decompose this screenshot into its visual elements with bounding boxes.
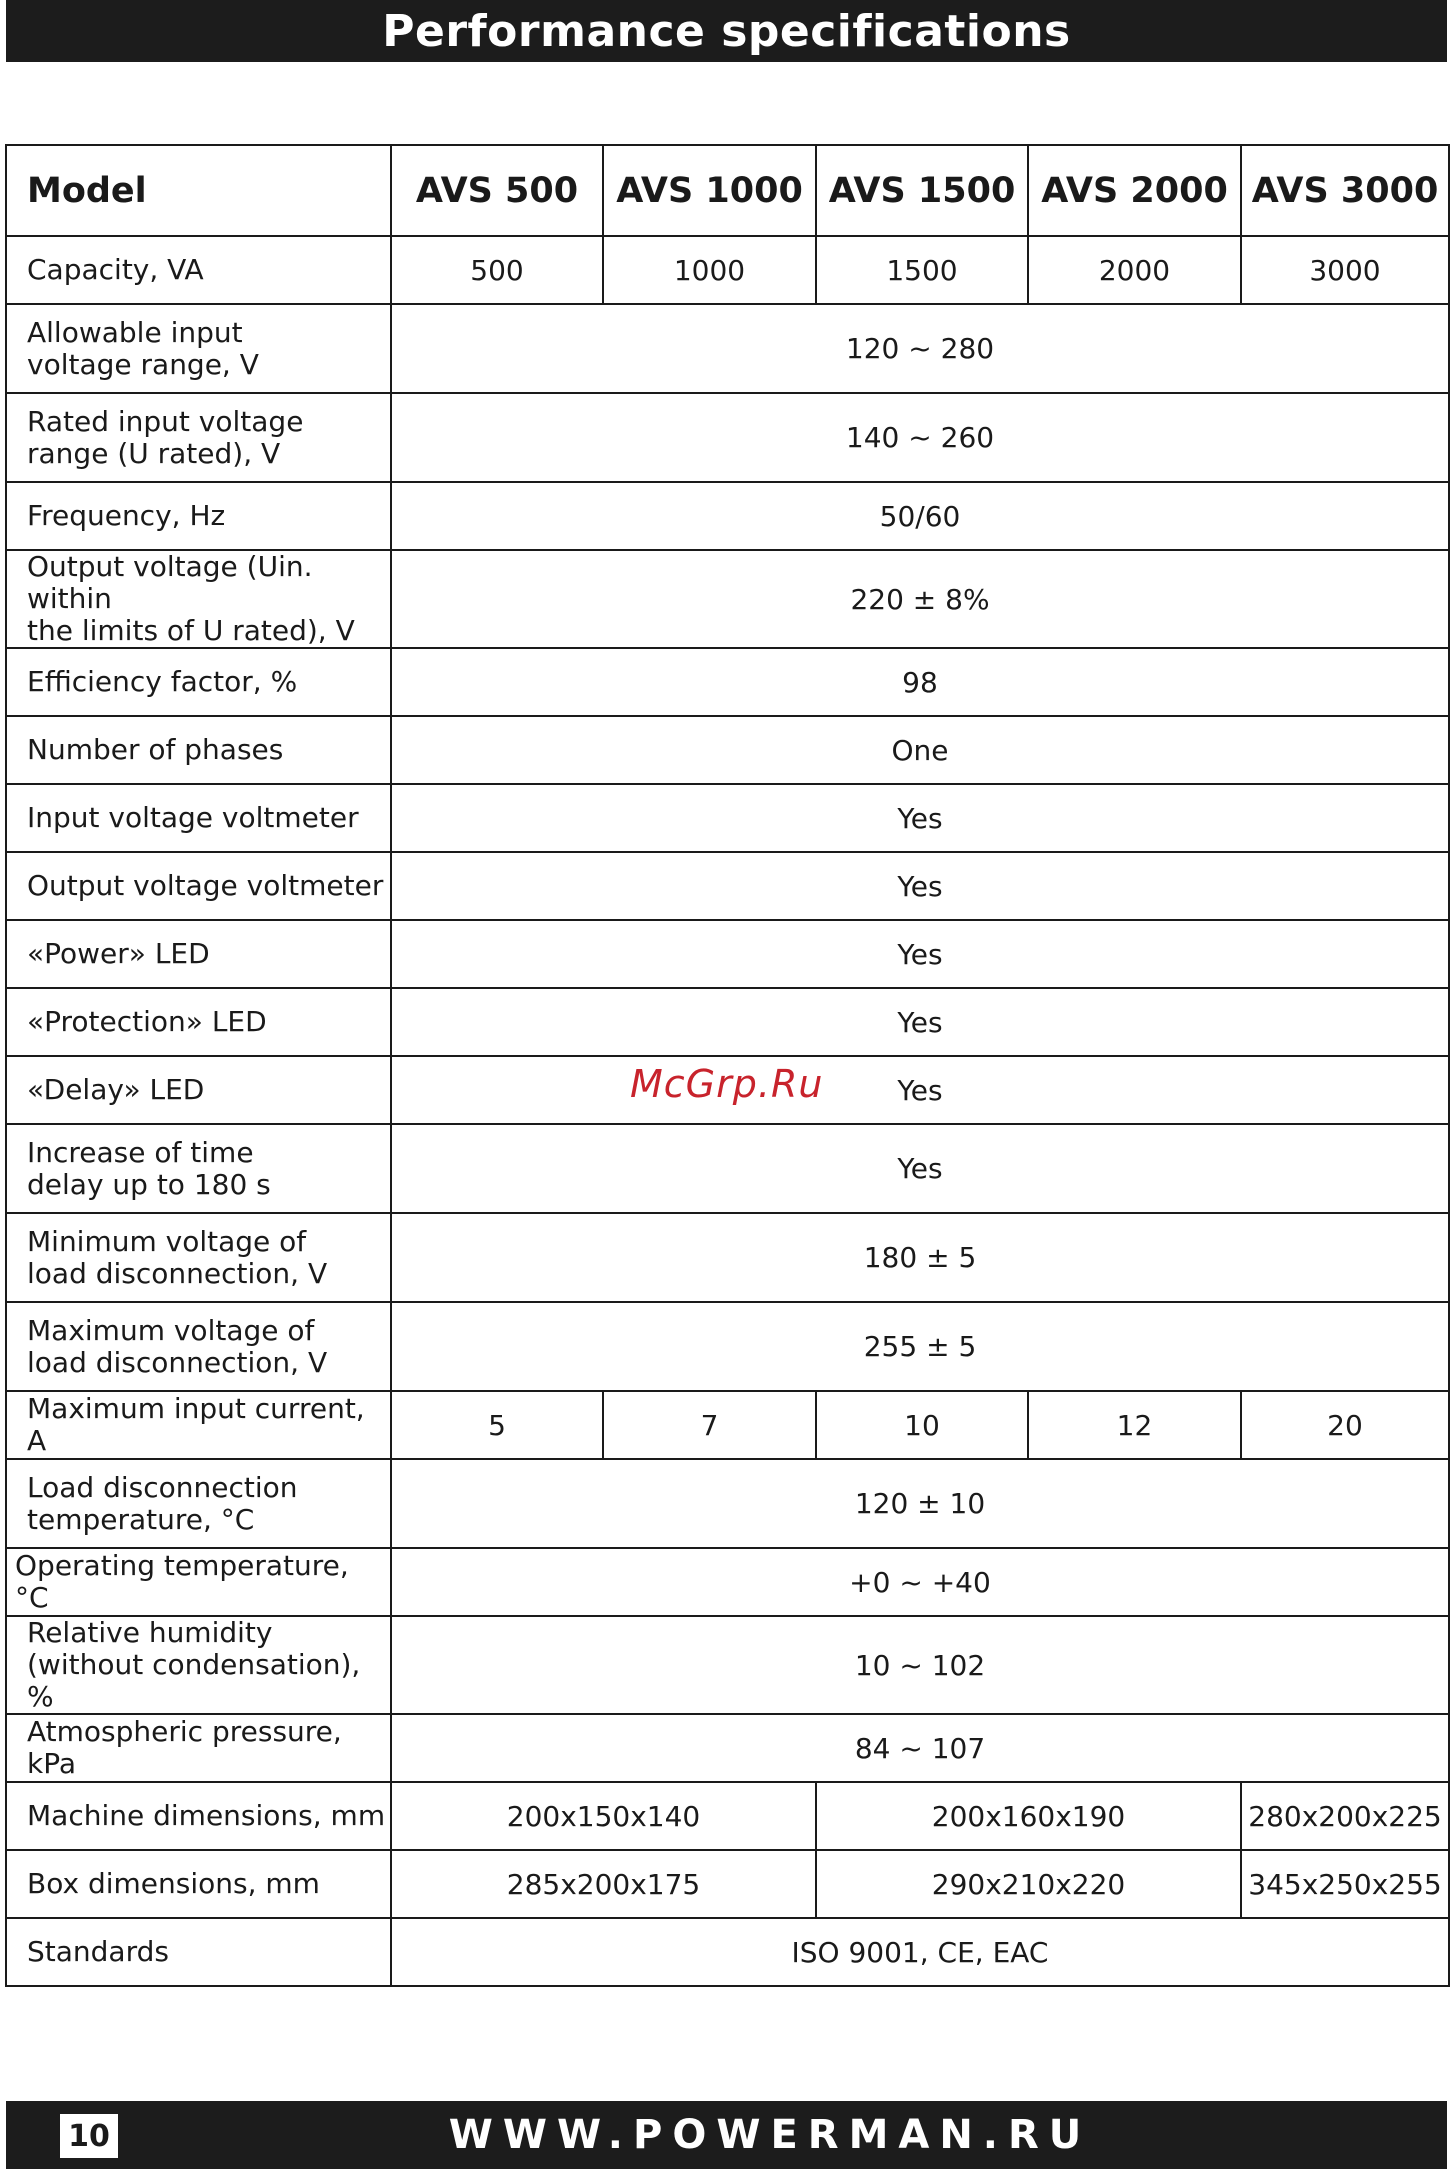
column-header-avs1500: AVS 1500 <box>816 145 1028 236</box>
row-label: Box dimensions, mm <box>6 1850 391 1918</box>
column-header-avs2000: AVS 2000 <box>1028 145 1241 236</box>
table-row <box>6 550 1449 648</box>
table-row <box>6 393 1449 482</box>
cell-value: 255 ± 5 <box>391 1302 1449 1391</box>
column-header-avs500: AVS 500 <box>391 145 603 236</box>
row-label: Operating temperature, °C <box>6 1548 391 1616</box>
cell-value: 290x210x220 <box>816 1850 1241 1918</box>
row-label: «Delay» LED <box>6 1056 391 1124</box>
cell-value: 120 ~ 280 <box>391 304 1449 393</box>
table-row <box>6 1124 1449 1213</box>
row-label: Atmospheric pressure, kPa <box>6 1714 391 1782</box>
cell-value: 20 <box>1241 1391 1449 1459</box>
row-label-line: Rated input voltage <box>27 404 304 438</box>
cell-value: 1000 <box>603 236 816 304</box>
row-label: Machine dimensions, mm <box>6 1782 391 1850</box>
row-label <box>6 1302 391 1391</box>
row-label-line: Increase of time <box>27 1135 254 1169</box>
table-row <box>6 1918 1449 1986</box>
table-row <box>6 1213 1449 1302</box>
cell-value: 200x150x140 <box>391 1782 816 1850</box>
cell-value: Yes <box>391 1124 1449 1213</box>
cell-value: Yes <box>391 852 1449 920</box>
cell-value: Yes <box>391 784 1449 852</box>
cell-value: 50/60 <box>391 482 1449 550</box>
page-title: Performance specifications <box>6 0 1447 62</box>
table-row <box>6 1616 1449 1714</box>
cell-value: 220 ± 8% <box>391 550 1449 648</box>
table-row <box>6 716 1449 784</box>
cell-value: 500 <box>391 236 603 304</box>
table-row <box>6 1459 1449 1548</box>
cell-value: 180 ± 5 <box>391 1213 1449 1302</box>
website-link[interactable]: WWW.POWERMAN.RU <box>448 2112 1092 2158</box>
row-label <box>6 1616 391 1714</box>
column-header-model: Model <box>6 145 391 236</box>
table-row <box>6 988 1449 1056</box>
table-row <box>6 852 1449 920</box>
cell-value: 5 <box>391 1391 603 1459</box>
row-label: Efficiency factor, % <box>6 648 391 716</box>
cell-value: Yes <box>391 920 1449 988</box>
cell-value: 140 ~ 260 <box>391 393 1449 482</box>
column-header-avs3000: AVS 3000 <box>1241 145 1449 236</box>
cell-value: 345x250x255 <box>1241 1850 1449 1918</box>
table-row <box>6 1302 1449 1391</box>
row-label-line: Relative humidity <box>27 1616 273 1649</box>
page-number: 10 <box>60 2114 118 2158</box>
watermark: McGrp.Ru <box>630 1062 824 1106</box>
table-row <box>6 1714 1449 1782</box>
row-label: «Power» LED <box>6 920 391 988</box>
cell-value: 120 ± 10 <box>391 1459 1449 1548</box>
cell-value: 7 <box>603 1391 816 1459</box>
row-label: Number of phases <box>6 716 391 784</box>
column-header-avs1000: AVS 1000 <box>603 145 816 236</box>
table-row <box>6 482 1449 550</box>
row-label: Frequency, Hz <box>6 482 391 550</box>
row-label-line: Minimum voltage of <box>27 1224 307 1258</box>
row-label-line: voltage range, V <box>27 347 259 381</box>
table-row <box>6 1548 1449 1616</box>
row-label-line: Output voltage (Uin. within <box>27 550 313 615</box>
row-label-line: temperature, °C <box>27 1502 255 1536</box>
row-label: «Protection» LED <box>6 988 391 1056</box>
cell-value: One <box>391 716 1449 784</box>
row-label-line: range (U rated), V <box>27 436 281 470</box>
table-row <box>6 1391 1449 1459</box>
cell-value: +0 ~ +40 <box>391 1548 1449 1616</box>
row-label: Output voltage voltmeter <box>6 852 391 920</box>
cell-value: 1500 <box>816 236 1028 304</box>
row-label: Maximum input current, A <box>6 1391 391 1459</box>
row-label: Input voltage voltmeter <box>6 784 391 852</box>
cell-value: 10 ~ 102 <box>391 1616 1449 1714</box>
row-label <box>6 1124 391 1213</box>
cell-value: ISO 9001, CE, EAC <box>391 1918 1449 1986</box>
table-row <box>6 920 1449 988</box>
cell-value: 10 <box>816 1391 1028 1459</box>
row-label-line: load disconnection, V <box>27 1256 328 1290</box>
cell-value: 98 <box>391 648 1449 716</box>
row-label <box>6 304 391 393</box>
cell-value: 12 <box>1028 1391 1241 1459</box>
row-label-line: (without condensation), % <box>27 1648 361 1713</box>
cell-value: Yes <box>391 1056 1449 1124</box>
row-label <box>6 393 391 482</box>
cell-value: Yes <box>391 988 1449 1056</box>
row-label-line: Allowable input <box>27 315 243 349</box>
table-row <box>6 648 1449 716</box>
cell-value: 285x200x175 <box>391 1850 816 1918</box>
cell-value: 84 ~ 107 <box>391 1714 1449 1782</box>
row-label: Capacity, VA <box>6 236 391 304</box>
row-label-line: delay up to 180 s <box>27 1167 271 1201</box>
row-label-line: Maximum voltage of <box>27 1313 315 1347</box>
header-row <box>6 145 1449 236</box>
cell-value: 200x160x190 <box>816 1782 1241 1850</box>
row-label-line: the limits of U rated), V <box>27 614 355 647</box>
table-row <box>6 304 1449 393</box>
cell-value: 2000 <box>1028 236 1241 304</box>
table-row <box>6 1782 1449 1850</box>
table-row <box>6 784 1449 852</box>
row-label-line: load disconnection, V <box>27 1345 328 1379</box>
table-row <box>6 236 1449 304</box>
row-label <box>6 1459 391 1548</box>
cell-value: 280x200x225 <box>1241 1782 1449 1850</box>
row-label-line: Load disconnection <box>27 1470 298 1504</box>
row-label: Standards <box>6 1918 391 1986</box>
row-label <box>6 550 391 648</box>
table-row <box>6 1850 1449 1918</box>
cell-value: 3000 <box>1241 236 1449 304</box>
row-label <box>6 1213 391 1302</box>
